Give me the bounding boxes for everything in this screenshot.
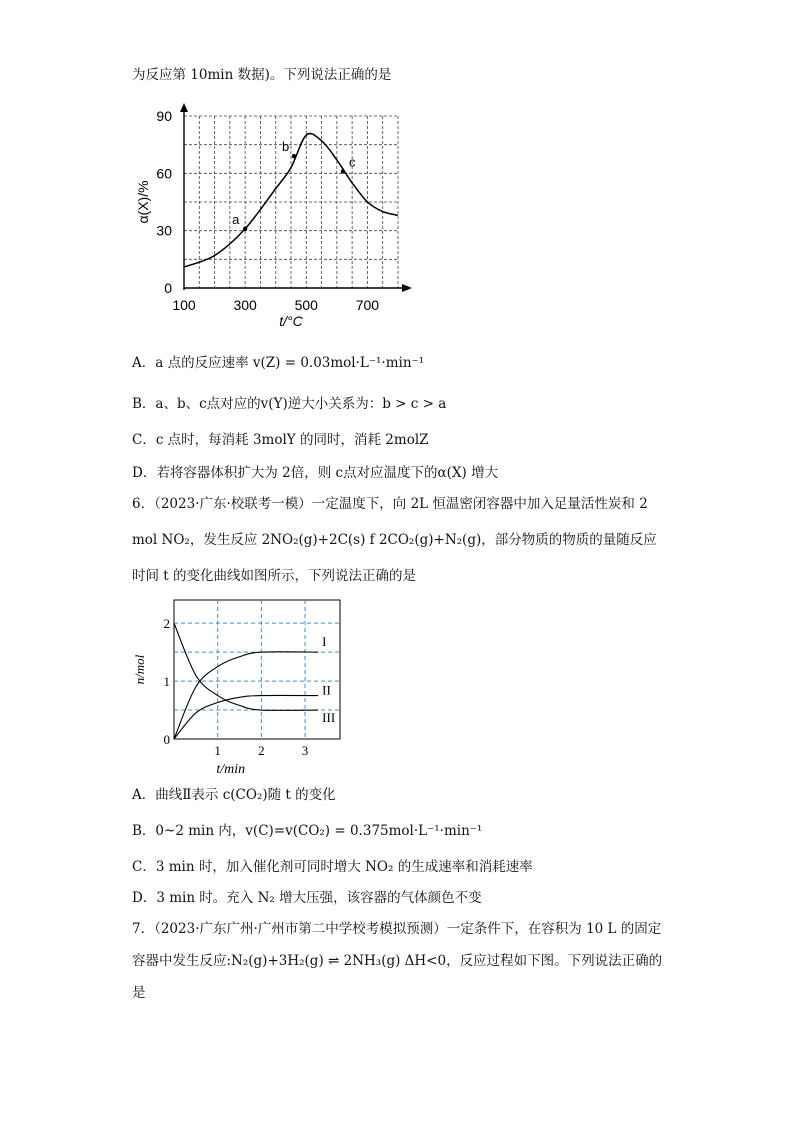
y-tick-label: 2 (163, 616, 170, 632)
x-axis-label: t/min (216, 762, 246, 777)
y-tick-label: 1 (163, 674, 170, 690)
q7-stem-line2: 容器中发生反应:N₂(g)+3H₂(g) ⇌ 2NH₃(g) ΔH<0，反应过程如下图。下列说法正确的 (132, 953, 663, 969)
y-tick-label: 30 (156, 222, 172, 239)
y-axis-label: α(X)/% (135, 180, 151, 224)
q6-option-d: D．3 min 时。充入 N₂ 增大压强，该容器的气体颜色不变 (132, 890, 482, 906)
x-axis-arrow (402, 284, 412, 292)
q5-option-a: A．a 点的反应速率 v(Z) = 0.03mol·L⁻¹·min⁻¹ (132, 355, 425, 371)
y-tick-label: 90 (156, 108, 172, 124)
point-label-c: c (348, 154, 356, 170)
q7-stem-line1: 7．（2023·广东广州·广州市第二中学校考模拟预测）一定条件下，在容积为 10 L 的固定 (132, 921, 662, 937)
y-tick-label: 60 (156, 165, 172, 182)
x-tick-label: 1 (214, 743, 221, 758)
x-tick-label: 100 (172, 297, 196, 313)
x-tick-label: 300 (233, 297, 257, 313)
y-tick-label: 0 (164, 280, 172, 296)
x-tick-label: 500 (294, 297, 318, 313)
chart-alpha-vs-temperature (135, 100, 420, 340)
x-tick-label: 3 (301, 743, 309, 758)
x-tick-label: 0 (163, 732, 170, 747)
q6-stem-line3: 时间 t 的变化曲线如图所示，下列说法正确的是 (132, 568, 417, 584)
x-tick-label: 2 (258, 743, 265, 758)
point-label-a: a (232, 211, 240, 227)
q5-option-c: C．c 点时，每消耗 3molY 的同时，消耗 2molZ (132, 432, 429, 448)
data-point-a (243, 227, 247, 231)
y-axis-label: n/mol (132, 654, 147, 685)
q6-stem-line2: mol NO₂，发生反应 2NO₂(g)+2C(s) f 2CO₂(g)+N₂(g)，部分物质的物质的量随反应 (132, 532, 657, 548)
series-label-III: III (322, 710, 336, 726)
chart-moles-vs-time (130, 592, 370, 777)
curve-III (174, 623, 318, 710)
y-axis-arrow (180, 103, 188, 112)
q6-option-c: C．3 min 时，加入催化剂可同时增大 NO₂ 的生成速率和消耗速率 (132, 859, 533, 875)
q6-option-b: B．0~2 min 内，v(C)=v(CO₂) = 0.375mol·L⁻¹·min⁻¹ (132, 823, 483, 839)
series-label-II: II (322, 682, 331, 698)
plot-frame (174, 600, 340, 739)
data-point-b (292, 154, 296, 158)
curve-II (174, 695, 318, 739)
q7-stem-line3: 是 (132, 985, 146, 1001)
data-point-c (341, 169, 345, 173)
x-tick-label: 700 (355, 297, 380, 313)
q6-stem-line1: 6．（2023·广东·校联考一模）一定温度下，向 2L 恒温密闭容器中加入足量活性炭和 2 (132, 496, 648, 512)
x-axis-label: t/°C (279, 313, 303, 329)
q5-option-b: B．a、b、c点对应的v(Y)逆大小关系为：b > c > a (132, 396, 447, 412)
q6-option-a: A．曲线Ⅱ表示 c(CO₂)随 t 的变化 (132, 787, 336, 803)
intro-text: 为反应第 10min 数据)。下列说法正确的是 (132, 67, 392, 83)
series-label-I: I (322, 634, 327, 650)
point-label-b: b (282, 139, 290, 155)
q5-option-d: D．若将容器体积扩大为 2倍，则 c点对应温度下的α(X) 增大 (132, 465, 499, 481)
